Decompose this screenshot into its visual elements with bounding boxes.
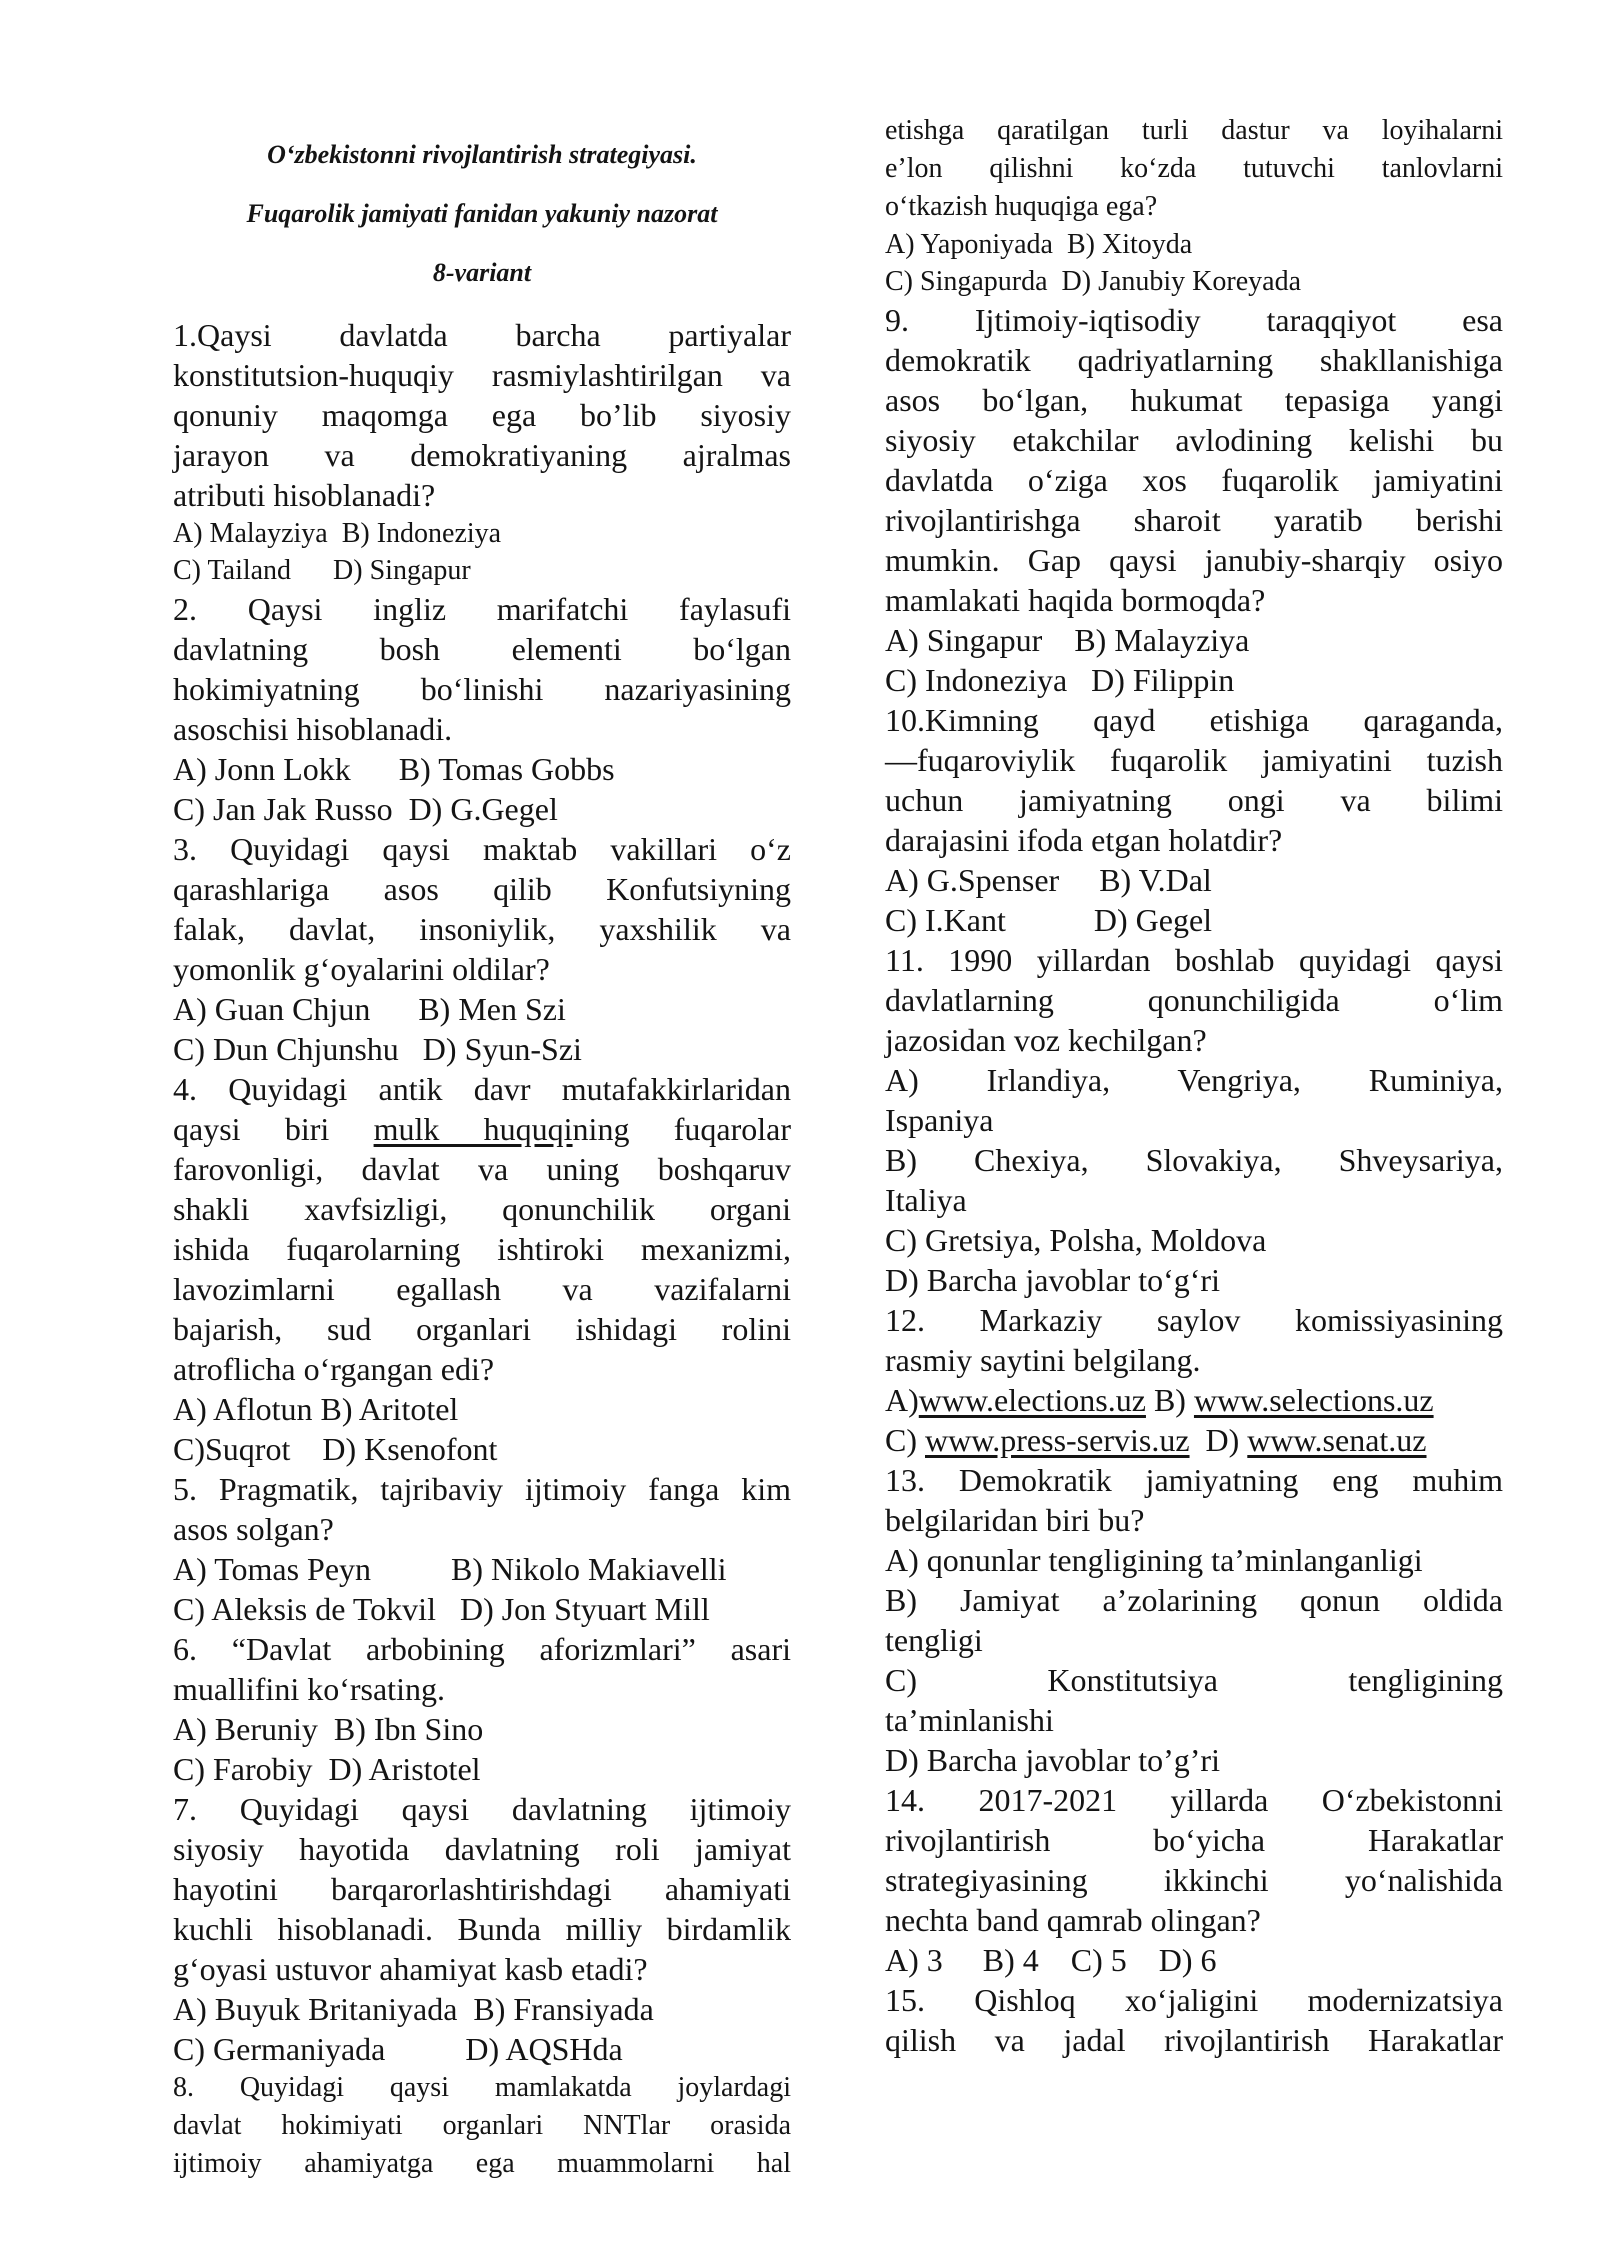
question-text-line: 6. “Davlat arbobining aforizmlari” asari	[173, 1631, 791, 1667]
question-text-line: davlat hokimiyati organlari NNTlar orasida	[173, 2110, 791, 2141]
answer-options-line: A) Jonn Lokk B) Tomas Gobbs	[173, 751, 615, 787]
answer-options-line: C) Aleksis de Tokvil D) Jon Styuart Mill	[173, 1591, 710, 1627]
question-text-line: 10.Kimning qayd etishiga qaraganda,	[885, 702, 1503, 738]
question-13	[885, 1460, 1503, 1780]
answer-options-line: C)Suqrot D) Ksenofont	[173, 1431, 498, 1467]
answer-options-line: A) 3 B) 4 C) 5 D) 6	[885, 1942, 1217, 1978]
question-text-line: shakli xavfsizligi, qonunchilik organi	[173, 1191, 791, 1227]
answer-options-line: C) Jan Jak Russo D) G.Gegel	[173, 791, 558, 827]
question-text-line: 7. Quyidagi qaysi davlatning ijtimoiy	[173, 1791, 791, 1827]
question-text-line: 11. 1990 yillardan boshlab quyidagi qaysi	[885, 942, 1503, 978]
option-a-label: A)	[885, 1382, 919, 1418]
option-c-link[interactable]: www.press-servis.uz	[925, 1422, 1190, 1458]
answer-option-b: B) Jamiyat a’zolarining qonun oldida	[885, 1582, 1503, 1618]
question-8-continued	[885, 112, 1503, 300]
answer-options-line: C) Germaniyada D) AQSHda	[173, 2031, 623, 2067]
question-text-line: darajasini ifoda etgan holatdir?	[885, 822, 1283, 858]
question-text-line: 2. Qaysi ingliz marifatchi faylasufi	[173, 591, 791, 627]
question-text-line: jazosidan voz kechilgan?	[885, 1022, 1207, 1058]
question-text-line: 4. Quyidagi antik davr mutafakkirlaridan	[173, 1071, 791, 1107]
answer-options-line: C) I.Kant D) Gegel	[885, 902, 1213, 938]
answer-options-line: A) Guan Chjun B) Men Szi	[173, 991, 566, 1027]
answer-options-line: A) Tomas Peyn B) Nikolo Makiavelli	[173, 1551, 727, 1587]
answer-options-line: A) Buyuk Britaniyada B) Fransiyada	[173, 1991, 654, 2027]
question-text-line: o‘tkazish huquqiga ega?	[885, 191, 1158, 222]
question-text-line: rivojlantirish bo‘yicha Harakatlar	[885, 1822, 1503, 1858]
question-text-line: muallifini ko‘rsating.	[173, 1671, 445, 1707]
answer-option-a: A) Irlandiya, Vengriya, Ruminiya,	[885, 1062, 1503, 1098]
answer-options-line: C) Tailand D) Singapur	[173, 555, 471, 586]
option-a-link[interactable]: www.elections.uz	[918, 1382, 1146, 1418]
answer-option-c: C) Gretsiya, Polsha, Moldova	[885, 1222, 1267, 1258]
question-3	[173, 829, 791, 1069]
question-text-fragment: ning fuqarolar	[572, 1111, 791, 1147]
option-d-link[interactable]: www.senat.uz	[1247, 1422, 1427, 1458]
question-text-line: davlatlarning qonunchiligida o‘lim	[885, 982, 1503, 1018]
question-text-line: qilish va jadal rivojlantirish Harakatlar	[885, 2022, 1503, 2058]
question-text-line: —fuqaroviylik fuqarolik jamiyatini tuzish	[885, 742, 1503, 778]
answer-options-line: A) Aflotun B) Aritotel	[173, 1391, 459, 1427]
header-line-3: 8-variant	[432, 258, 532, 287]
question-text-line: mumkin. Gap qaysi janubiy-sharqiy osiyo	[885, 542, 1503, 578]
underlined-term: mulk huquqi	[373, 1111, 573, 1147]
answer-option-d: D) Barcha javoblar to’g’ri	[885, 1742, 1220, 1778]
answer-options-line: C) Dun Chjunshu D) Syun-Szi	[173, 1031, 582, 1067]
question-text-line: atributi hisoblanadi?	[173, 477, 436, 513]
option-b-label: B)	[1145, 1382, 1194, 1418]
answer-options-line	[885, 1380, 1503, 1420]
question-10	[885, 700, 1503, 940]
question-text-line: belgilaridan biri bu?	[885, 1502, 1145, 1538]
question-text-line: falak, davlat, insoniylik, yaxshilik va	[173, 911, 791, 947]
answer-option-c: C) Konstitutsiya tengligining	[885, 1662, 1503, 1698]
question-text-line: bajarish, sud organlari ishidagi rolini	[173, 1311, 791, 1347]
question-text-line: hokimiyatning bo‘linishi nazariyasining	[173, 671, 791, 707]
question-text-line: jarayon va demokratiyaning ajralmas	[173, 437, 791, 473]
answer-option-a: A) qonunlar tengligining ta’minlanganligi	[885, 1542, 1423, 1578]
question-text-line: qonuniy maqomga ega bo’lib siyosiy	[173, 397, 791, 433]
question-4	[173, 1069, 791, 1469]
answer-option-b-cont: Italiya	[885, 1182, 967, 1218]
question-text-line: atroflicha o‘rgangan edi?	[173, 1351, 495, 1387]
question-text-line: ishida fuqarolarning ishtiroki mexanizmi,	[173, 1231, 791, 1267]
question-7	[173, 1789, 791, 2069]
answer-option-b-cont: tengligi	[885, 1622, 983, 1658]
question-text-line: siyosiy etakchilar avlodining kelishi bu	[885, 422, 1503, 458]
question-6	[173, 1629, 791, 1789]
answer-options-line: C) Singapurda D) Janubiy Koreyada	[885, 266, 1302, 297]
left-column	[173, 112, 791, 2183]
question-text-line	[173, 1109, 791, 1149]
header-line-2: Fuqarolik jamiyati fanidan yakuniy nazorat	[246, 199, 718, 228]
question-text-line: rivojlantirishga sharoit yaratib berishi	[885, 502, 1503, 538]
question-text-line: ijtimoiy ahamiyatga ega muammolarni hal	[173, 2148, 791, 2179]
question-text-line: 15. Qishloq xo‘jaligini modernizatsiya	[885, 1982, 1503, 2018]
question-text-line: nechta band qamrab olingan?	[885, 1902, 1261, 1938]
question-5	[173, 1469, 791, 1629]
question-text-line: rasmiy saytini belgilang.	[885, 1342, 1201, 1378]
question-text-line: uchun jamiyatning ongi va bilimi	[885, 782, 1503, 818]
option-c-label: C)	[885, 1422, 925, 1458]
question-text-line: mamlakati haqida bormoqda?	[885, 582, 1266, 618]
question-text-line: davlatda o‘ziga xos fuqarolik jamiyatini	[885, 462, 1503, 498]
answer-options-line	[885, 1420, 1503, 1460]
question-text-line: g‘oyasi ustuvor ahamiyat kasb etadi?	[173, 1951, 648, 1987]
question-text-line: yomonlik g‘oyalarini oldilar?	[173, 951, 550, 987]
question-12	[885, 1300, 1503, 1460]
right-column	[885, 112, 1503, 2060]
answer-option-b: B) Chexiya, Slovakiya, Shveysariya,	[885, 1142, 1503, 1178]
question-text-line: asos bo‘lgan, hukumat tepasiga yangi	[885, 382, 1503, 418]
question-text-line: asos solgan?	[173, 1511, 334, 1547]
question-11	[885, 940, 1503, 1300]
question-text-line: asoschisi hisoblanadi.	[173, 711, 453, 747]
question-9	[885, 300, 1503, 700]
question-text-line: demokratik qadriyatlarning shakllanishiga	[885, 342, 1503, 378]
answer-options-line: A) Beruniy B) Ibn Sino	[173, 1711, 484, 1747]
option-b-link[interactable]: www.selections.uz	[1193, 1382, 1434, 1418]
question-15	[885, 1980, 1503, 2060]
question-text-line: 12. Markaziy saylov komissiyasining	[885, 1302, 1503, 1338]
question-1	[173, 315, 791, 589]
answer-options-line: A) Malayziya B) Indoneziya	[173, 518, 502, 549]
question-text-line: 1.Qaysi davlatda barcha partiyalar	[173, 317, 791, 353]
answer-options-line: A) Singapur B) Malayziya	[885, 622, 1250, 658]
document-header	[173, 138, 791, 289]
question-text-line: etishga qaratilgan turli dastur va loyihalarni	[885, 115, 1503, 146]
question-text-line: farovonligi, davlat va uning boshqaruv	[173, 1151, 791, 1187]
question-text-line: siyosiy hayotida davlatning roli jamiyat	[173, 1831, 791, 1867]
option-d-label: D)	[1189, 1422, 1248, 1458]
question-2	[173, 589, 791, 829]
question-text-line: 14. 2017-2021 yillarda O‘zbekistonni	[885, 1782, 1503, 1818]
question-text-line: qarashlariga asos qilib Konfutsiyning	[173, 871, 791, 907]
question-text-line: 9. Ijtimoiy-iqtisodiy taraqqiyot esa	[885, 302, 1503, 338]
question-text-line: strategiyasining ikkinchi yo‘nalishida	[885, 1862, 1503, 1898]
question-text-line: kuchli hisoblanadi. Bunda milliy birdamlik	[173, 1911, 791, 1947]
answer-option-c-cont: ta’minlanishi	[885, 1702, 1054, 1738]
answer-option-a-cont: Ispaniya	[885, 1102, 994, 1138]
question-text-line: e’lon qilishni ko‘zda tutuvchi tanlovlarni	[885, 153, 1503, 184]
question-text-line: 8. Quyidagi qaysi mamlakatda joylardagi	[173, 2072, 791, 2103]
question-text-fragment: qaysi biri	[173, 1111, 374, 1147]
question-text-line: 13. Demokratik jamiyatning eng muhim	[885, 1462, 1503, 1498]
question-14	[885, 1780, 1503, 1980]
answer-options-line: A) G.Spenser B) V.Dal	[885, 862, 1212, 898]
question-text-line: 3. Quyidagi qaysi maktab vakillari o‘z	[173, 831, 791, 867]
answer-options-line: C) Indoneziya D) Filippin	[885, 662, 1235, 698]
question-8-start	[173, 2069, 791, 2183]
answer-options-line: C) Farobiy D) Aristotel	[173, 1751, 481, 1787]
header-line-1: O‘zbekistonni rivojlantirish strategiyasi.	[267, 140, 697, 169]
question-text-line: konstitutsion-huquqiy rasmiylashtirilgan va	[173, 357, 791, 393]
question-text-line: hayotini barqarorlashtirishdagi ahamiyati	[173, 1871, 791, 1907]
question-text-line: lavozimlarni egallash va vazifalarni	[173, 1271, 791, 1307]
answer-options-line: A) Yaponiyada B) Xitoyda	[885, 229, 1193, 260]
answer-option-d: D) Barcha javoblar to‘g‘ri	[885, 1262, 1220, 1298]
question-text-line: 5. Pragmatik, tajribaviy ijtimoiy fanga kim	[173, 1471, 791, 1507]
question-text-line: davlatning bosh elementi bo‘lgan	[173, 631, 791, 667]
